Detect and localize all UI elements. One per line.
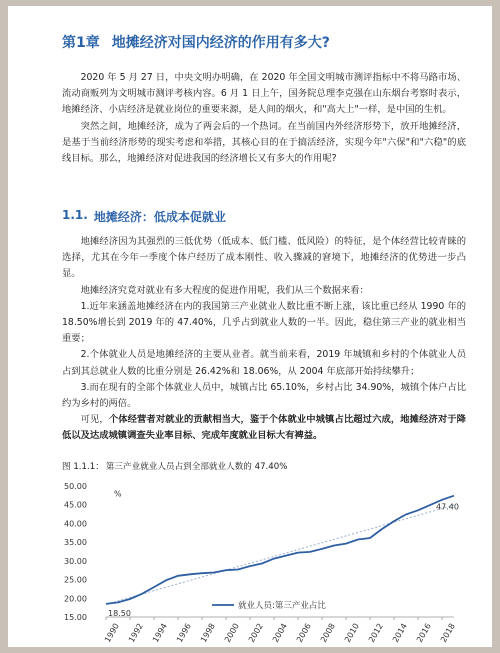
y-tick-label: 50.00 — [64, 482, 87, 491]
x-tick-label: 2012 — [366, 621, 385, 644]
trend-line — [106, 505, 454, 604]
chapter-number: 第1章 — [62, 35, 100, 51]
document-page — [8, 6, 492, 647]
intro-text — [62, 70, 466, 167]
figure-number: 图 1.1.1： — [62, 462, 104, 472]
y-tick-label: 20.00 — [64, 594, 87, 604]
section-paragraph-3: 1.近年来涵盖地摊经济在内的我国第三产业就业人数比重不断上涨，该比重已经从 1990 年的 18.50%增长到 2019 年的 47.40%，几乎占到就业人数的一半。因此，稳住第三产业的就业相当重要； — [62, 300, 466, 345]
section-title: 地摊经济：低成本促就业 — [93, 210, 226, 224]
x-tick-label: 2000 — [222, 621, 241, 644]
x-tick-label: 2004 — [270, 621, 289, 644]
x-tick-label: 1998 — [198, 621, 217, 644]
section-text — [62, 234, 466, 445]
y-tick-label: 40.00 — [64, 519, 87, 529]
x-tick-label: 1992 — [126, 621, 145, 644]
section-paragraph-4: 2.个体就业人员是地摊经济的主要从业者。就当前来看，2019 年城镇和乡村的个体就业人员占到其总就业人数的比重分别是 26.42%和 18.06%，从 2004 年底部开始持续攀升； — [62, 349, 466, 377]
legend-label: 就业人员:第三产业占比 — [238, 601, 326, 611]
x-tick-label: 1994 — [150, 621, 169, 644]
section-paragraph-2: 地摊经济究竟对就业有多大程度的促进作用呢，我们从三个数据来看： — [80, 284, 369, 296]
x-tick-label: 2006 — [294, 621, 313, 644]
x-tick-label: 2016 — [414, 621, 433, 644]
chapter-title: 地摊经济对国内经济的作用有多大? — [111, 35, 330, 51]
y-tick-label: 15.00 — [64, 613, 87, 622]
x-tick-label: 2002 — [246, 621, 265, 644]
figure-caption-text: 第三产业就业人员占到全部就业人数的 47.40% — [105, 462, 288, 472]
section-paragraph-1: 地摊经济因为其强烈的三低优势（低成本、低门槛、低风险）的特征，是个体经营比较青睐的选择，尤其在今年一季度个体户经历了成本刚性、收入骤减的窘境下，地摊经济的优势进一步凸显。 — [62, 236, 466, 280]
section-paragraph-5: 3.而在现有的全部个体就业人员中，城镇占比 65.10%，乡村占比 34.90%，城镇个体户占比约为乡村的两倍。 — [62, 381, 466, 410]
employment-share-chart — [62, 472, 472, 647]
x-tick-label: 1990 — [102, 621, 121, 644]
x-tick-label: 2010 — [342, 621, 361, 644]
series-line — [106, 496, 454, 604]
intro-paragraph-1: 2020 年 5 月 27 日，中央文明办明确，在 2020 年全国文明城市测评指标中不将马路市场、流动商贩列为文明城市测评考核内容。6 月 1 日上午，国务院总理李克强在山东烟台考察时表示，地摊经济、小店经济是就业岗位的重要来源，是人间的烟火，和"高大上"一样，是中国的生机。 — [62, 72, 466, 116]
conclusion-lead: 可见， — [80, 414, 109, 426]
section-heading — [62, 208, 472, 225]
x-tick-label: 1996 — [174, 621, 193, 644]
conclusion-paragraph — [62, 412, 466, 444]
y-tick-label: 30.00 — [64, 556, 87, 566]
x-tick-label: 2014 — [390, 621, 409, 644]
y-tick-label: 45.00 — [64, 500, 87, 510]
start-value-label: 18.50 — [108, 608, 131, 618]
y-unit-label: % — [114, 489, 122, 499]
y-tick-label: 25.00 — [64, 575, 87, 585]
figure-caption — [62, 460, 466, 472]
end-value-label: 47.40 — [436, 502, 459, 512]
intro-paragraph-2: 突然之间，地摊经济，成为了两会后的一个热词。在当前国内外经济形势下，放开地摊经济，是基于当前经济形势的现实考虑和举措，其核心目的在于搞活经济，实现今年"六保"和"六稳"的底线目标。那么，地摊经济对促进我国的经济增长又有多大的作用呢? — [62, 120, 466, 165]
x-tick-label: 2018 — [438, 621, 457, 644]
x-tick-label: 2008 — [318, 621, 337, 644]
section-number: 1.1. — [62, 208, 88, 222]
y-tick-label: 35.00 — [64, 538, 87, 548]
conclusion-bold: 个体经营者对就业的贡献相当大，鉴于个体就业中城镇占比超过六成，地摊经济对于降低以及达成城镇调查失业率目标、完成年度就业目标大有裨益。 — [62, 414, 466, 442]
chapter-heading — [62, 32, 482, 52]
